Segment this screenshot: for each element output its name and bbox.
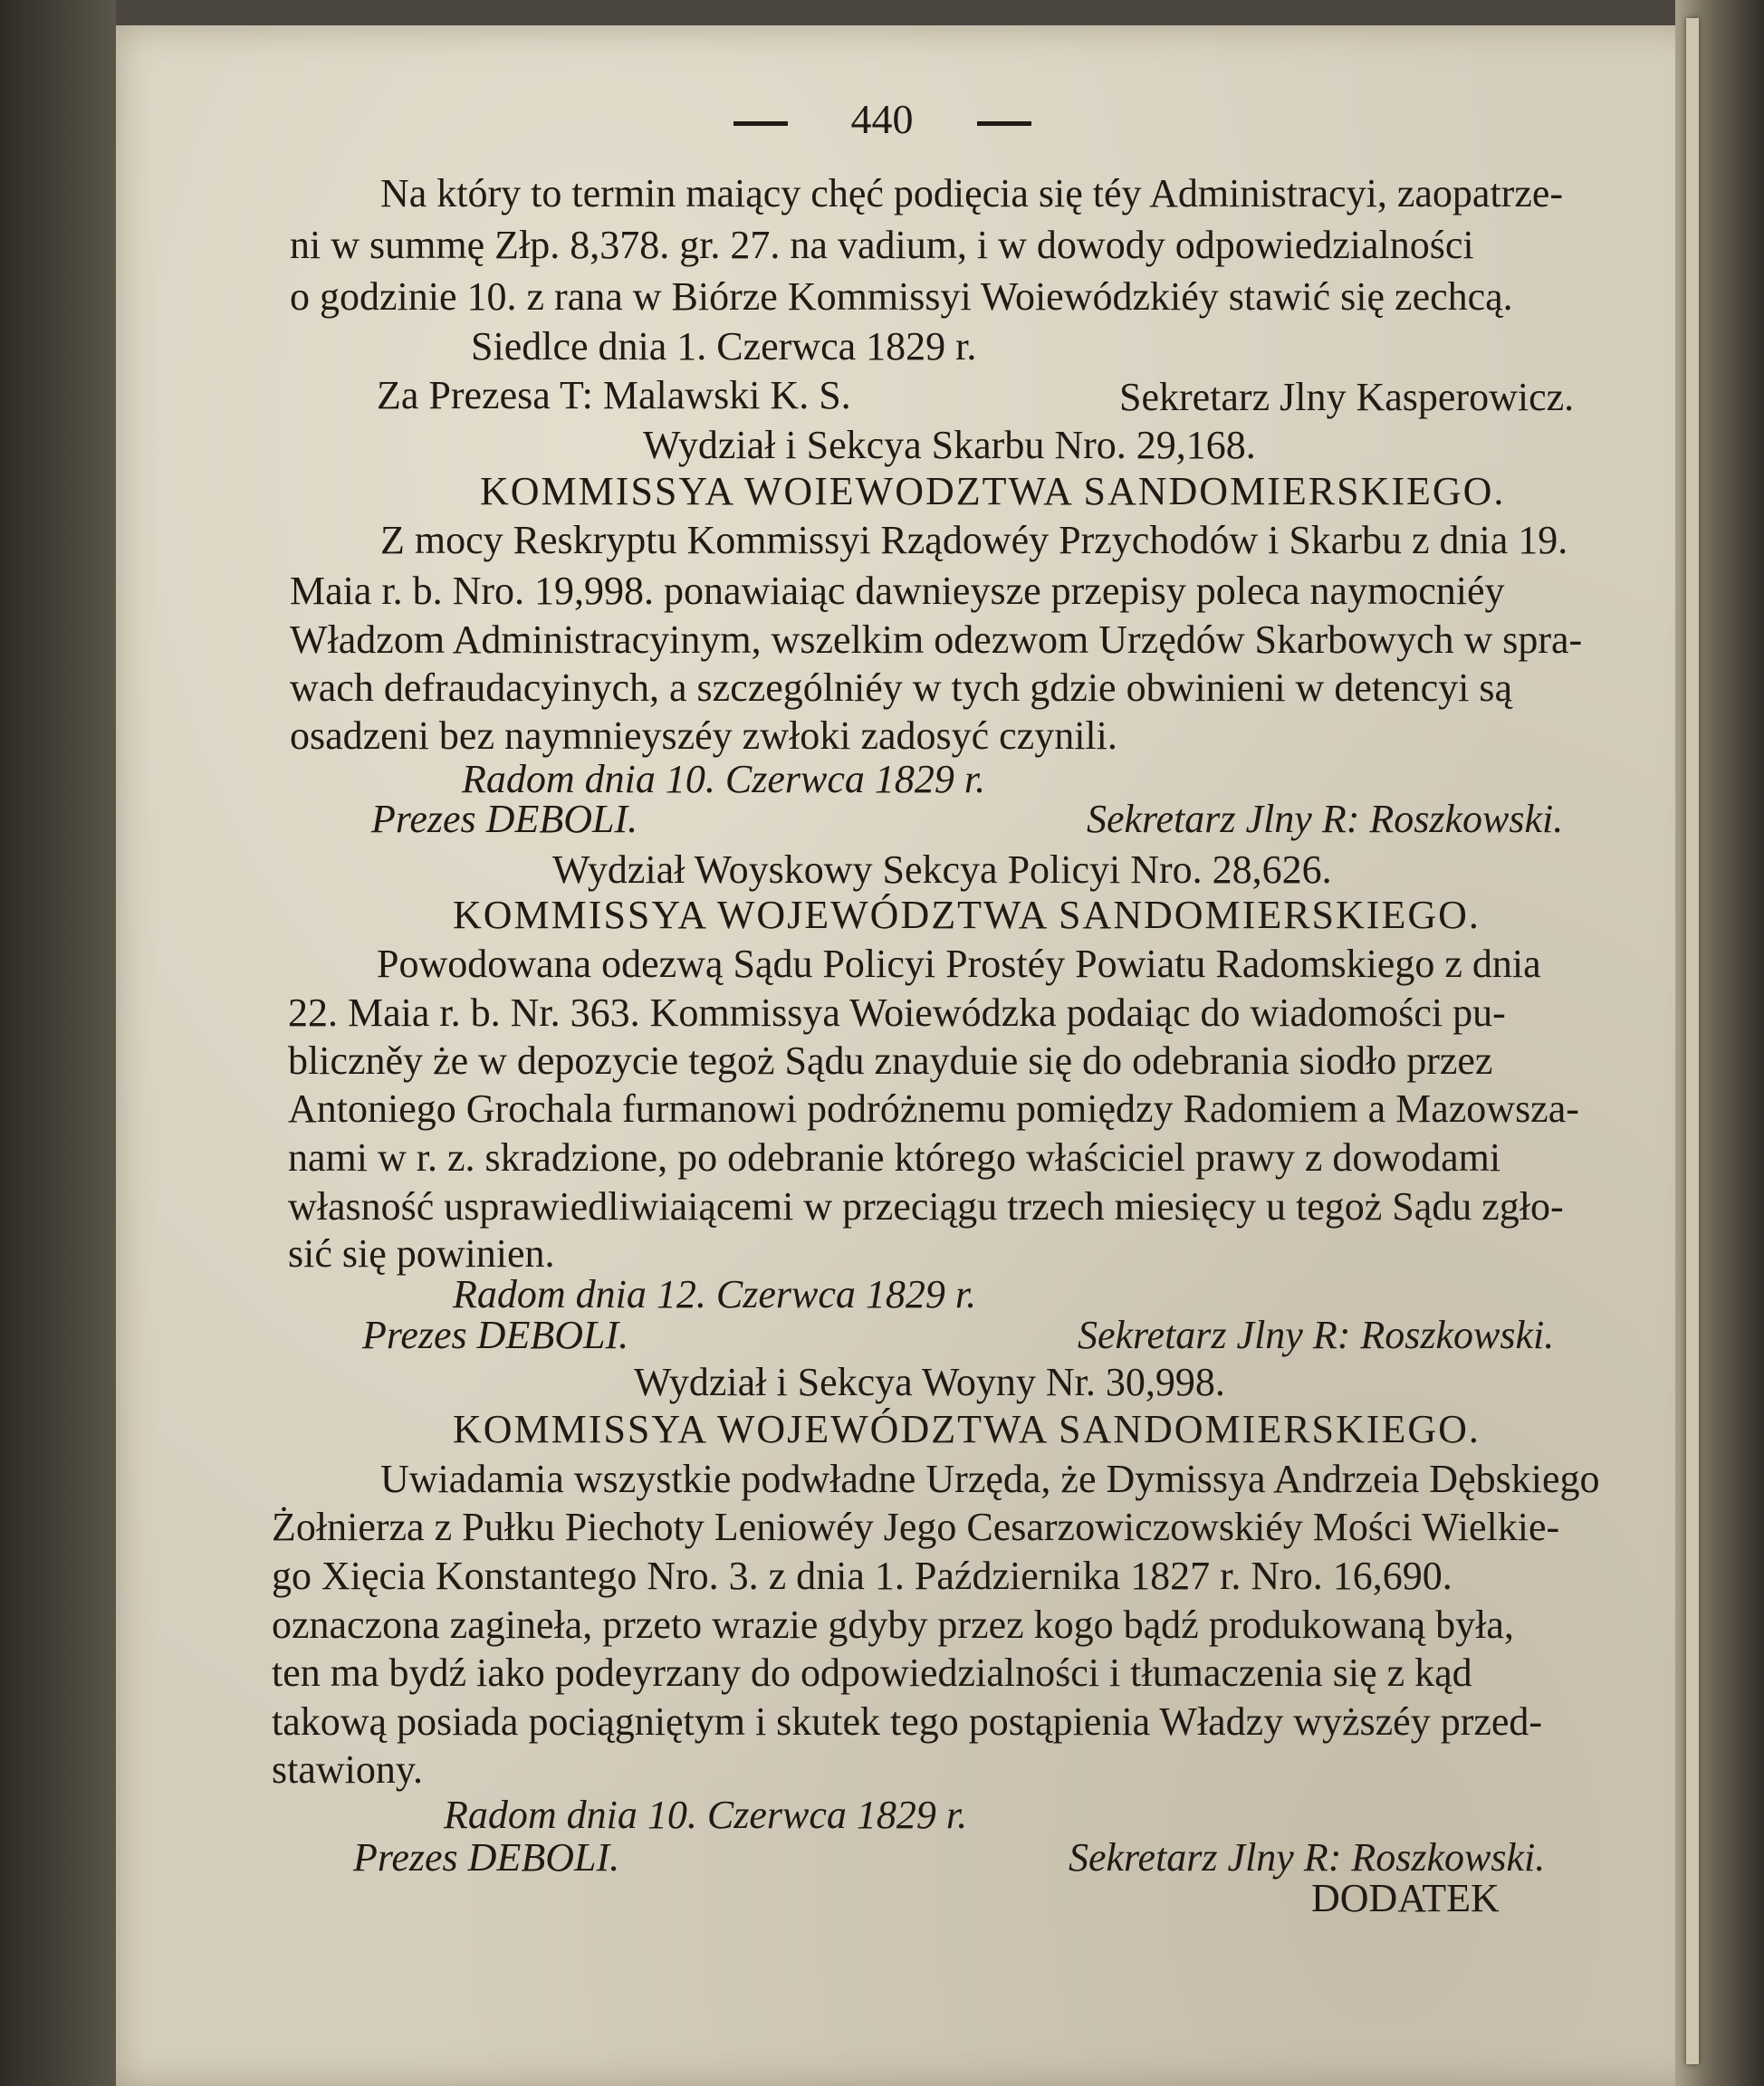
page-edge-strip (1686, 18, 1699, 2064)
scan-left-edge (0, 0, 116, 2086)
s4-heading: KOMMISSYA WOJEWÓDZTWA SANDOMIERSKIEGO. (453, 1407, 1481, 1451)
s1-left-signature: Za Prezesa T: Malawski K. S. (377, 373, 851, 417)
s2-line: wach defraudacyinych, a szczególniéy w tych gdzie obwinieni w detencyi są (290, 665, 1513, 710)
s3-line: sić się powinien. (288, 1231, 555, 1276)
s3-heading: KOMMISSYA WOJEWÓDZTWA SANDOMIERSKIEGO. (453, 893, 1481, 937)
s1-line: o godzinie 10. z rana w Biórze Kommissyi Woiewódzkiéy stawić się zechcą. (290, 274, 1513, 319)
s2-department: Wydział i Sekcya Skarbu Nro. 29,168. (643, 423, 1256, 467)
s1-line: ni w summę Złp. 8,378. gr. 27. na vadium, i w dowody odpowiedzialności (290, 223, 1474, 267)
s4-left-signature: Prezes DEBOLI. (353, 1835, 620, 1880)
s4-department: Wydział i Sekcya Woyny Nr. 30,998. (634, 1360, 1225, 1404)
s1-date: Siedlce dnia 1. Czerwca 1829 r. (471, 324, 977, 368)
s3-right-signature: Sekretarz Jlny R: Roszkowski. (1078, 1313, 1555, 1357)
s3-line: Powodowana odezwą Sądu Policyi Prostéy Powiatu Radomskiego z dnia (377, 942, 1541, 986)
s4-line: go Xięcia Konstantego Nro. 3. z dnia 1. Października 1827 r. Nro. 16,690. (272, 1554, 1452, 1598)
dash-left (733, 121, 788, 126)
s3-left-signature: Prezes DEBOLI. (362, 1313, 629, 1357)
s3-department: Wydział Woyskowy Sekcya Policyi Nro. 28,626. (552, 847, 1332, 892)
s2-left-signature: Prezes DEBOLI. (371, 797, 638, 841)
s3-date: Radom dnia 12. Czerwca 1829 r. (453, 1272, 977, 1316)
s3-line: 22. Maia r. b. Nr. 363. Kommissya Woiewódzka podaiąc do wiadomości pu- (288, 990, 1506, 1035)
s4-line: oznaczona zagineła, przeto wrazie gdyby przez kogo bądź produkowaną była, (272, 1603, 1514, 1647)
s4-line: Żołnierza z Pułku Piechoty Leniowéy Jego Cesarzowiczowskiéy Mości Wielkie- (272, 1505, 1560, 1549)
s3-line: bliczněy że w depozycie tegoż Sądu znayduie się do odebrania siodło przez (288, 1038, 1493, 1083)
s2-right-signature: Sekretarz Jlny R: Roszkowski. (1087, 797, 1564, 841)
dash-right (977, 121, 1031, 126)
s4-line: stawiony. (272, 1747, 424, 1792)
s1-line: Na który to termin maiący chęć podięcia się téy Administracyi, zaopatrze- (380, 171, 1564, 215)
s1-right-signature: Sekretarz Jlny Kasperowicz. (1119, 375, 1575, 419)
s3-line: Antoniego Grochala furmanowi podróżnemu pomiędzy Radomiem a Mazowsza- (288, 1086, 1579, 1131)
s3-line: własność usprawiedliwiaiącemi w przeciągu trzech miesięcy u tegoż Sądu zgło- (288, 1184, 1564, 1229)
s4-right-signature: Sekretarz Jlny R: Roszkowski. (1069, 1835, 1546, 1880)
s4-line: ten ma bydź iako podeyrzany do odpowiedzialności i tłumaczenia się z kąd (272, 1651, 1472, 1695)
s2-line: Maia r. b. Nro. 19,998. ponawiaiąc dawnieysze przepisy poleca naymocniéy (290, 569, 1505, 613)
s3-line: nami w r. z. skradzione, po odebranie którego właściciel prawy z dowodami (288, 1135, 1501, 1180)
page-number (0, 95, 1764, 143)
s2-date: Radom dnia 10. Czerwca 1829 r. (462, 757, 986, 801)
s2-line: Władzom Administracyinym, wszelkim odezwom Urzędów Skarbowych w spra- (290, 617, 1583, 662)
s4-date: Radom dnia 10. Czerwca 1829 r. (444, 1793, 968, 1837)
s2-line: osadzeni bez naymnieyszéy zwłoki zadosyć czynili. (290, 713, 1117, 758)
catchword: DODATEK (1311, 1876, 1500, 1920)
page-number-value: 440 (850, 96, 914, 142)
s4-line: Uwiadamia wszystkie podwładne Urzęda, że Dymissya Andrzeia Dębskiego (380, 1457, 1600, 1501)
s2-line: Z mocy Reskryptu Kommissyi Rządowéy Przychodów i Skarbu z dnia 19. (380, 518, 1568, 562)
s2-heading: KOMMISSYA WOIEWODZTWA SANDOMIERSKIEGO. (480, 469, 1506, 513)
s4-line: takową posiada pociągniętym i skutek tego postąpienia Władzy wyższéy przed- (272, 1699, 1543, 1744)
